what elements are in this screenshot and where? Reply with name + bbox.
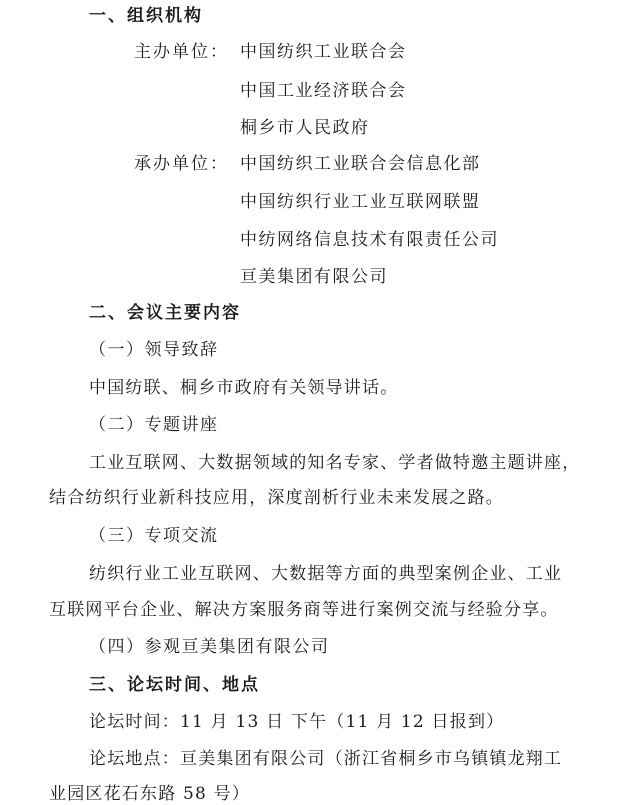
sub1-title: （一）领导致辞 [89,340,219,360]
organizer-label: 承办单位： [134,154,229,174]
host-item-3: 桐乡市人民政府 [240,118,370,138]
forum-place-line1: 论坛地点：亘美集团有限公司（浙江省桐乡市乌镇镇龙翔工 [89,749,563,769]
section1-heading: 一、组织机构 [89,6,203,26]
sub2-body-line2: 结合纺织行业新科技应用，深度剖析行业未来发展之路。 [49,488,504,508]
sub3-body-line1: 纺织行业工业互联网、大数据等方面的典型案例企业、工业 [89,564,563,584]
organizer-item-2: 中国纺织行业工业互联网联盟 [240,192,481,212]
organizer-item-4: 亘美集团有限公司 [240,267,388,287]
sub4-title: （四）参观亘美集团有限公司 [89,637,330,657]
host-item-1: 中国纺织工业联合会 [240,42,407,62]
organizer-item-1: 中国纺织工业联合会信息化部 [240,154,481,174]
forum-place-line2: 业园区花石东路 58 号） [49,784,251,804]
host-item-2: 中国工业经济联合会 [240,81,407,101]
sub3-title: （三）专项交流 [89,526,219,546]
host-label: 主办单位： [134,42,229,62]
sub2-body-line1: 工业互联网、大数据领域的知名专家、学者做特邀主题讲座， [89,453,581,473]
forum-time: 论坛时间：11 月 13 日 下午（11 月 12 日报到） [89,712,505,732]
organizer-item-3: 中纺网络信息技术有限责任公司 [240,230,499,250]
sub2-title: （二）专题讲座 [89,415,219,435]
section3-heading: 三、论坛时间、地点 [89,675,260,695]
sub1-body: 中国纺联、桐乡市政府有关领导讲话。 [89,378,399,398]
section2-heading: 二、会议主要内容 [89,303,241,323]
sub3-body-line2: 互联网平台企业、解决方案服务商等进行案例交流与经验分享。 [49,600,559,620]
